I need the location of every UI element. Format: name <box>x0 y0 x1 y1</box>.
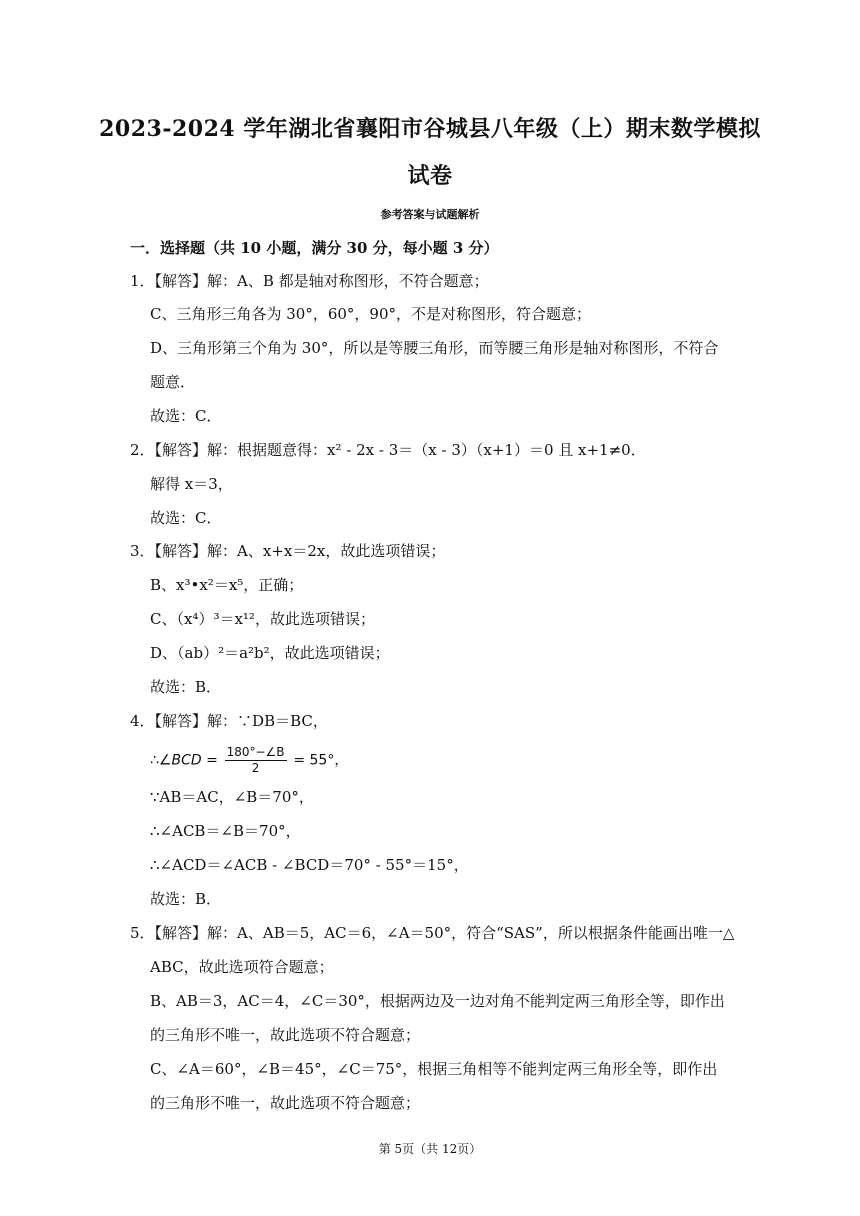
q1-line-2: C、三角形三角各为 30°，60°，90°，不是对称图形，符合题意； <box>150 305 592 323</box>
q4-formula-rhs: = 55°， <box>293 752 349 769</box>
q4-line-3: ∵AB＝AC，∠B＝70°， <box>150 788 314 806</box>
q1-line-1: 1．【解答】解：A、B 都是轴对称图形，不符合题意； <box>130 272 489 290</box>
q4-line-4: ∴∠ACB＝∠B＝70°， <box>150 822 301 840</box>
q5-line-1: 5．【解答】解：A、AB＝5，AC＝6，∠A＝50°，符合“SAS”，所以根据条件能画出唯一△ <box>130 924 735 942</box>
q1-line-5: 故选：C． <box>150 407 222 425</box>
q4-line-6: 故选：B． <box>150 890 222 908</box>
q3-line-5: 故选：B． <box>150 678 222 696</box>
q3-line-1: 3．【解答】解：A、x+x＝2x，故此选项错误； <box>130 542 446 560</box>
title-line-1: 2023-2024 学年湖北省襄阳市谷城县八年级（上）期末数学模拟 <box>99 116 761 142</box>
q4-line-1: 4．【解答】解：∵DB＝BC， <box>130 712 328 730</box>
q2-line-3: 故选：C． <box>150 509 222 527</box>
q5-line-3: B、AB＝3，AC＝4，∠C＝30°，根据两边及一边对角不能判定两三角形全等，即作出 <box>150 992 725 1010</box>
q5-line-2: ABC，故此选项符合题意； <box>150 958 334 976</box>
q5-line-6: 的三角形不唯一，故此选项不符合题意； <box>150 1094 421 1112</box>
subtitle: 参考答案与试题解析 <box>380 208 480 221</box>
title-line-2: 试卷 <box>407 163 453 189</box>
q2-line-1: 2．【解答】解：根据题意得：x² - 2x - 3＝（x - 3）（x+1）＝0 且 x+1≠0． <box>130 441 646 459</box>
q1-line-3: D、三角形第三个角为 30°，所以是等腰三角形，而等腰三角形是轴对称图形，不符合 <box>150 339 719 357</box>
q4-formula-lhs: ∴∠BCD = <box>150 752 218 769</box>
page-footer: 第 5页（共 12页） <box>378 1142 482 1156</box>
q4-fraction-numerator: 180°−∠B <box>226 745 285 759</box>
q3-line-4: D、（ab）²＝a²b²，故此选项错误； <box>150 644 390 662</box>
q2-line-2: 解得 x＝3， <box>150 475 233 493</box>
q3-line-3: C、（x⁴）³＝x¹²，故此选项错误； <box>150 610 375 628</box>
section-heading: 一．选择题（共 10 小题，满分 30 分，每小题 3 分） <box>130 239 499 257</box>
q5-line-5: C、∠A＝60°，∠B＝45°，∠C＝75°，根据三角相等不能判定两三角形全等，即作出 <box>150 1060 718 1078</box>
q4-line-5: ∴∠ACD＝∠ACB - ∠BCD＝70° - 55°＝15°， <box>150 856 469 874</box>
q3-line-2: B、x³•x²＝x⁵，正确； <box>150 576 304 594</box>
q4-line-2 <box>150 745 348 776</box>
q1-line-4: 题意． <box>150 373 196 391</box>
q4-fraction <box>225 745 287 776</box>
q4-fraction-denominator: 2 <box>251 761 260 775</box>
q5-line-4: 的三角形不唯一，故此选项不符合题意； <box>150 1026 421 1044</box>
